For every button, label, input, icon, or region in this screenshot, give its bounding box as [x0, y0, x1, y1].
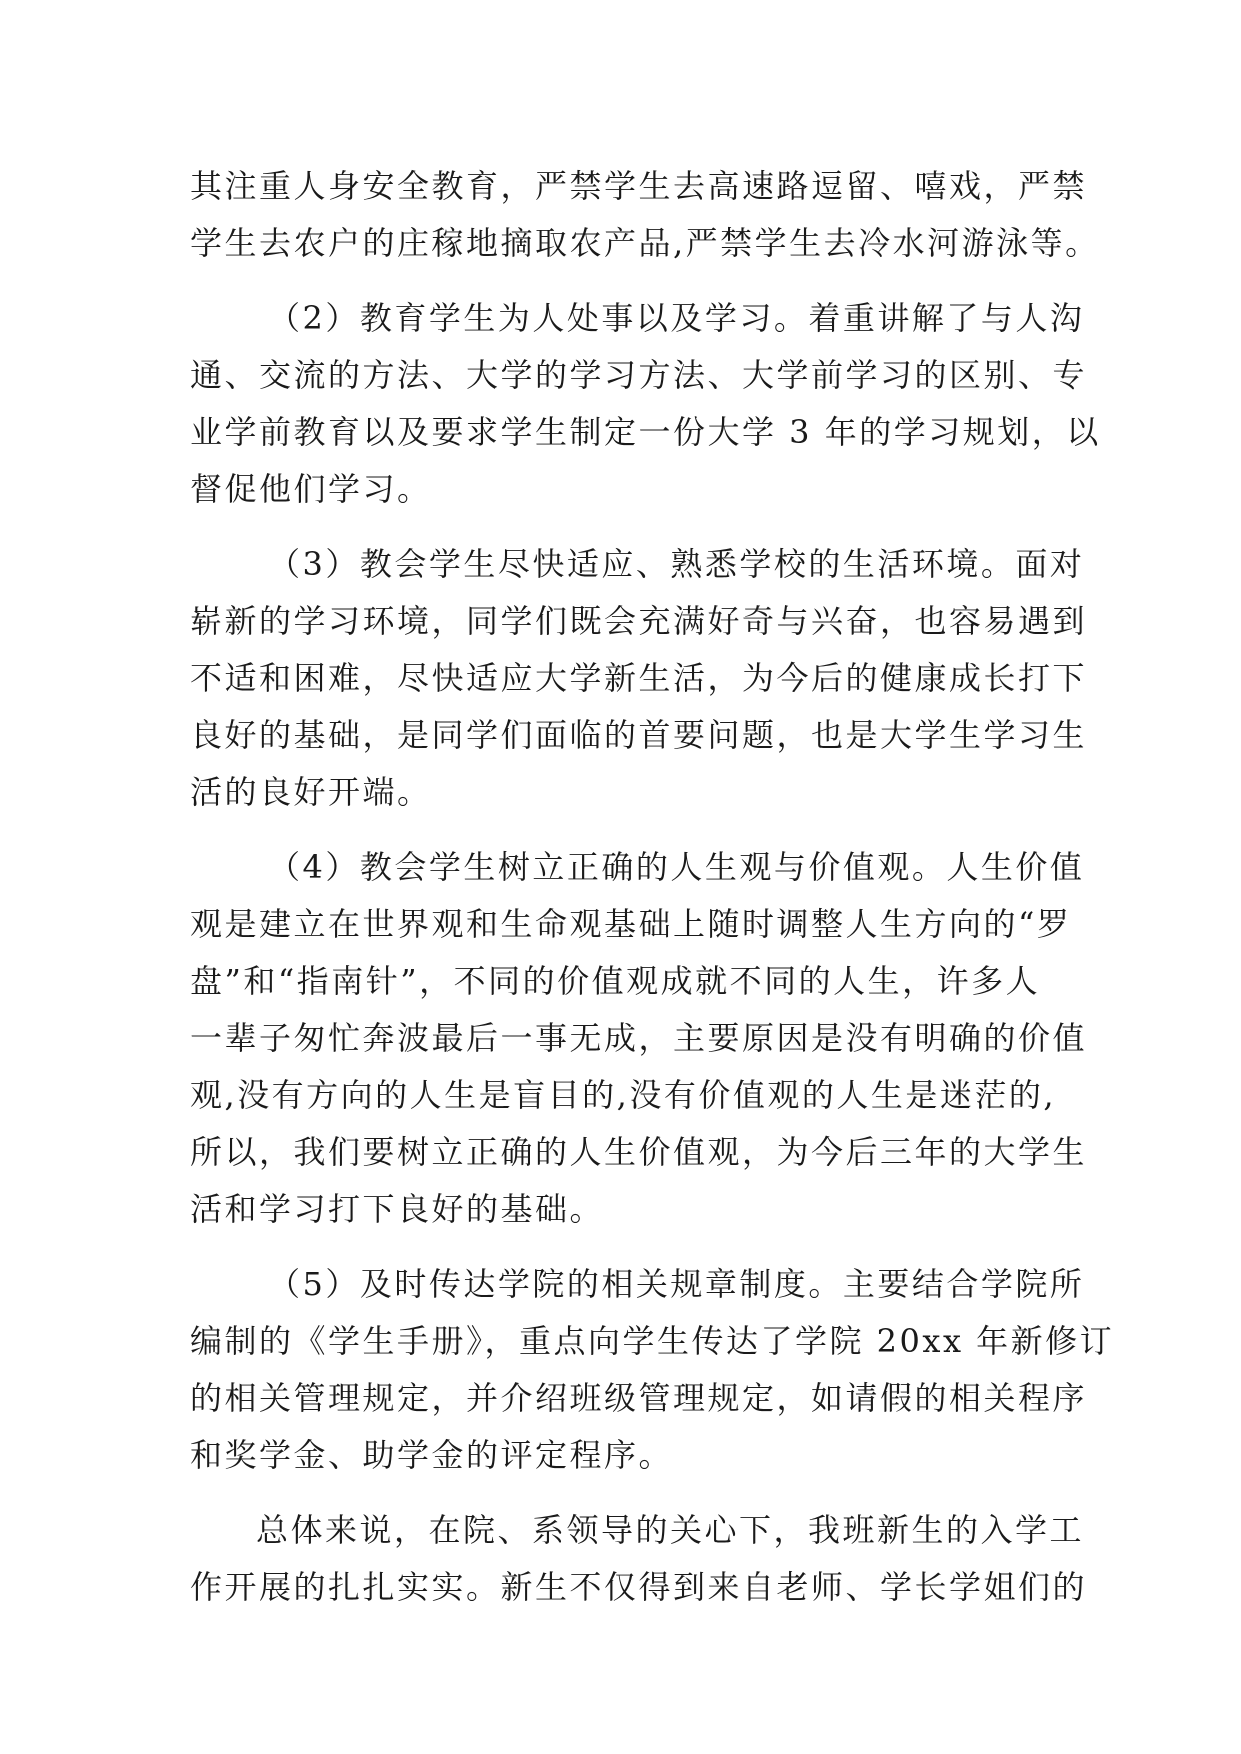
text-line: 总体来说，在院、系领导的关心下，我班新生的入学工	[256, 1511, 1085, 1549]
paragraph-item-2	[190, 290, 1101, 518]
document-body	[190, 158, 1115, 1616]
paragraph-summary	[190, 1502, 1088, 1616]
paragraph-item-3	[190, 536, 1088, 821]
text-line: 良好的基础，是同学们面临的首要问题，也是大学生学习生	[190, 716, 1088, 754]
text-line: （5）及时传达学院的相关规章制度。主要结合学院所	[268, 1265, 1085, 1303]
text-line: （3）教会学生尽快适应、熟悉学校的生活环境。面对	[268, 545, 1085, 583]
text-line: 作开展的扎扎实实。新生不仅得到来自老师、学长学姐们的	[190, 1568, 1088, 1606]
text-line: 活的良好开端。	[190, 773, 432, 811]
paragraph-item-4	[190, 839, 1088, 1238]
text-line: 督促他们学习。	[190, 470, 432, 508]
paragraph-safety-continued	[190, 158, 1100, 272]
text-line: 业学前教育以及要求学生制定一份大学 3 年的学习规划，以	[190, 413, 1101, 451]
text-line: 所以，我们要树立正确的人生价值观，为今后三年的大学生	[190, 1133, 1088, 1171]
text-line: （2）教育学生为人处事以及学习。着重讲解了与人沟	[268, 299, 1085, 337]
text-line: 不适和困难，尽快适应大学新生活，为今后的健康成长打下	[190, 659, 1088, 697]
text-line: 盘”和“指南针”，不同的价值观成就不同的人生，许多人	[190, 962, 1041, 1000]
text-line: 其注重人身安全教育，严禁学生去高速路逗留、嘻戏，严禁	[190, 167, 1088, 205]
text-line: （4）教会学生树立正确的人生观与价值观。人生价值	[268, 848, 1085, 886]
text-line: 活和学习打下良好的基础。	[190, 1190, 605, 1228]
text-line: 观,没有方向的人生是盲目的,没有价值观的人生是迷茫的,	[190, 1076, 1057, 1114]
text-line: 的相关管理规定，并介绍班级管理规定，如请假的相关程序	[190, 1379, 1088, 1417]
paragraph-item-5	[190, 1256, 1115, 1484]
text-line: 和奖学金、助学金的评定程序。	[190, 1436, 674, 1474]
text-line: 学生去农户的庄稼地摘取农产品,严禁学生去冷水河游泳等。	[190, 224, 1100, 262]
text-line: 观是建立在世界观和生命观基础上随时调整人生方向的“罗	[190, 905, 1072, 943]
text-line: 编制的《学生手册》，重点向学生传达了学院 20xx 年新修订	[190, 1322, 1115, 1360]
text-line: 崭新的学习环境，同学们既会充满好奇与兴奋，也容易遇到	[190, 602, 1088, 640]
text-line: 通、交流的方法、大学的学习方法、大学前学习的区别、专	[190, 356, 1088, 394]
text-line: 一辈子匆忙奔波最后一事无成，主要原因是没有明确的价值	[190, 1019, 1088, 1057]
